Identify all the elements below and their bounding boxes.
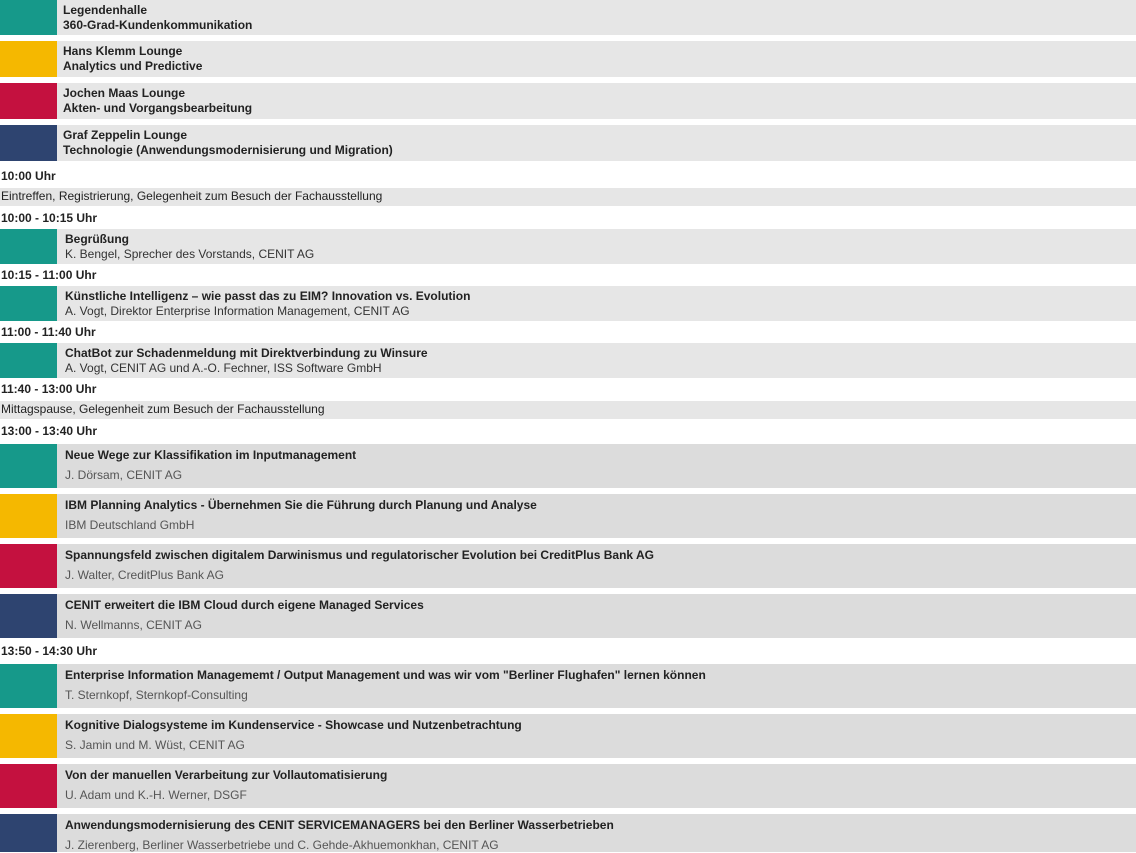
track-color-swatch (0, 594, 57, 638)
session-title: Neue Wege zur Klassifikation im Inputmanagement (65, 448, 357, 462)
session-speaker: S. Jamin und M. Wüst, CENIT AG (65, 738, 245, 752)
track-color-swatch (0, 0, 57, 35)
track-topic: Technologie (Anwendungsmodernisierung und Migration) (63, 143, 393, 157)
session-speaker: T. Sternkopf, Sternkopf-Consulting (65, 688, 248, 702)
session-title: ChatBot zur Schadenmeldung mit Direktverbindung zu Winsure (65, 346, 428, 360)
track-color-swatch (0, 544, 57, 588)
session-row[interactable] (0, 544, 1136, 588)
session-row[interactable] (0, 594, 1136, 638)
session-row[interactable] (0, 444, 1136, 488)
track-color-swatch (0, 494, 57, 538)
agenda-note: Mittagspause, Gelegenheit zum Besuch der Fachausstellung (0, 401, 1136, 419)
session-title: Spannungsfeld zwischen digitalem Darwinismus und regulatorischer Evolution bei CreditPlus Bank AG (65, 548, 654, 562)
session-title: CENIT erweitert die IBM Cloud durch eigene Managed Services (65, 598, 424, 612)
track-topic: Akten- und Vorgangsbearbeitung (63, 101, 253, 115)
track-room: Jochen Maas Lounge (63, 86, 186, 100)
track-room: Graf Zeppelin Lounge (63, 128, 188, 142)
track-topic: 360-Grad-Kundenkommunikation (63, 18, 253, 32)
session-speaker: J. Dörsam, CENIT AG (65, 468, 183, 482)
session-title: IBM Planning Analytics - Übernehmen Sie die Führung durch Planung und Analyse (65, 498, 537, 512)
time-slot: 11:40 - 13:00 Uhr (0, 381, 1136, 399)
session-speaker: K. Bengel, Sprecher des Vorstands, CENIT AG (65, 247, 315, 261)
track-color-swatch (0, 41, 57, 77)
track-room: Legendenhalle (63, 3, 148, 17)
track-color-swatch (0, 286, 57, 321)
session-speaker: A. Vogt, CENIT AG und A.-O. Fechner, ISS Software GmbH (65, 361, 382, 375)
session-speaker: IBM Deutschland GmbH (65, 518, 195, 532)
session-row[interactable] (0, 286, 1136, 321)
session-speaker: U. Adam und K.-H. Werner, DSGF (65, 788, 247, 802)
time-slot: 13:00 - 13:40 Uhr (0, 423, 1136, 441)
track-legend-0 (0, 0, 1136, 35)
session-title: Enterprise Information Managememt / Output Management und was wir vom "Berliner Flughafen" lernen können (65, 668, 706, 682)
track-color-swatch (0, 229, 57, 264)
session-speaker: J. Walter, CreditPlus Bank AG (65, 568, 224, 582)
time-slot: 13:50 - 14:30 Uhr (0, 643, 1136, 661)
track-legend-3 (0, 125, 1136, 161)
session-row[interactable] (0, 229, 1136, 264)
session-title: Künstliche Intelligenz – wie passt das zu EIM? Innovation vs. Evolution (65, 289, 471, 303)
track-color-swatch (0, 83, 57, 119)
session-row[interactable] (0, 814, 1136, 852)
session-title: Begrüßung (65, 232, 129, 246)
session-row[interactable] (0, 714, 1136, 758)
track-legend-1 (0, 41, 1136, 77)
time-slot: 10:15 - 11:00 Uhr (0, 267, 1136, 285)
session-title: Von der manuellen Verarbeitung zur Vollautomatisierung (65, 768, 388, 782)
time-slot: 11:00 - 11:40 Uhr (0, 324, 1136, 342)
track-color-swatch (0, 125, 57, 161)
track-color-swatch (0, 664, 57, 708)
session-row[interactable] (0, 343, 1136, 378)
session-speaker: A. Vogt, Direktor Enterprise Information Management, CENIT AG (65, 304, 410, 318)
track-color-swatch (0, 714, 57, 758)
time-slot: 10:00 Uhr (0, 168, 1136, 186)
session-row[interactable] (0, 664, 1136, 708)
session-row[interactable] (0, 764, 1136, 808)
time-slot: 10:00 - 10:15 Uhr (0, 210, 1136, 228)
track-color-swatch (0, 343, 57, 378)
track-legend-2 (0, 83, 1136, 119)
session-speaker: N. Wellmanns, CENIT AG (65, 618, 202, 632)
track-color-swatch (0, 444, 57, 488)
session-row[interactable] (0, 494, 1136, 538)
track-color-swatch (0, 814, 57, 852)
agenda-note: Eintreffen, Registrierung, Gelegenheit zum Besuch der Fachausstellung (0, 188, 1136, 206)
track-color-swatch (0, 764, 57, 808)
session-title: Anwendungsmodernisierung des CENIT SERVICEMANAGERS bei den Berliner Wasserbetrieben (65, 818, 614, 832)
session-speaker: J. Zierenberg, Berliner Wasserbetriebe und C. Gehde-Akhuemonkhan, CENIT AG (65, 838, 499, 852)
track-topic: Analytics und Predictive (63, 59, 203, 73)
session-title: Kognitive Dialogsysteme im Kundenservice - Showcase und Nutzenbetrachtung (65, 718, 522, 732)
track-room: Hans Klemm Lounge (63, 44, 183, 58)
